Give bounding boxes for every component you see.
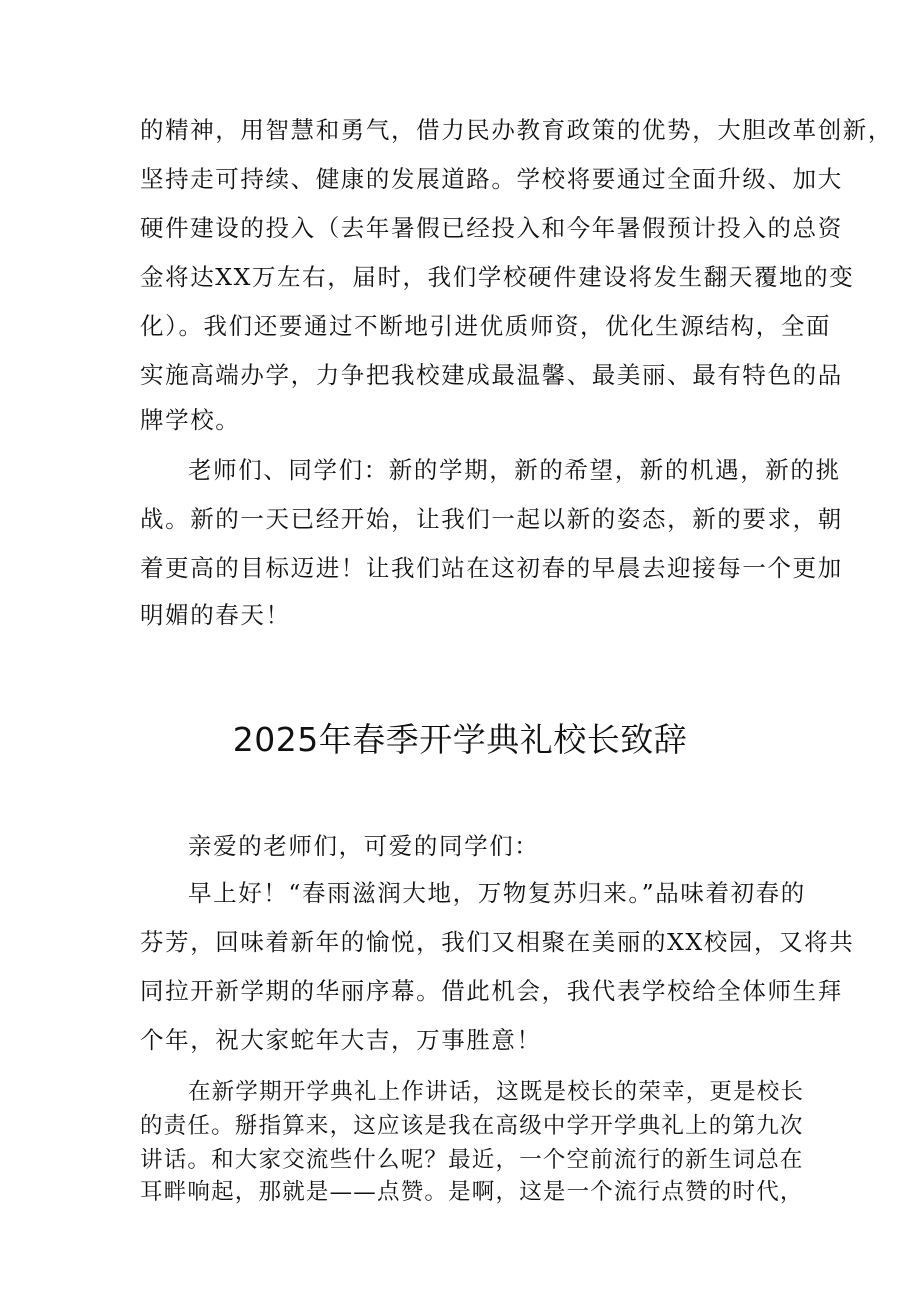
text-line: 个年，祝大家蛇年大吉，万事胜意！	[140, 1026, 542, 1054]
text-line: 明媚的春天！	[140, 601, 291, 629]
text-line: 早上好！“春雨滋润大地，万物复苏归来。”品味着初春的	[188, 879, 806, 907]
text-line: 战。新的一天已经开始，让我们一起以新的姿态，新的要求，朝	[140, 505, 843, 533]
text-line: 讲话。和大家交流些什么呢？最近，一个空前流行的新生词总在	[140, 1147, 804, 1173]
text-line: 耳畔响起，那就是——点赞。是啊，这是一个流行点赞的时代，	[140, 1179, 804, 1205]
text-line: 的精神，用智慧和勇气，借力民办教育政策的优势，大胆改革创新，	[140, 116, 893, 144]
text-line: 牌学校。	[140, 406, 241, 434]
greeting-line: 亲爱的老师们，可爱的同学们：	[188, 832, 540, 860]
text-line: 实施高端办学，力争把我校建成最温馨、最美丽、最有特色的品	[140, 361, 843, 389]
text-line: 坚持走可持续、健康的发展道路。学校将要通过全面升级、加大	[140, 165, 843, 193]
text-line: 着更高的目标迈进！让我们站在这初春的早晨去迎接每一个更加	[140, 554, 843, 582]
page-title: 2025年春季开学典礼校长致辞	[232, 720, 688, 759]
text-line: 硬件建设的投入（去年暑假已经投入和今年暑假预计投入的总资	[140, 214, 843, 242]
text-line: 化）。我们还要通过不断地引进优质师资，优化生源结构，全面	[140, 312, 832, 340]
text-line: 老师们、同学们：新的学期，新的希望，新的机遇，新的挑	[188, 456, 841, 484]
text-line: 芬芳，回味着新年的愉悦，我们又相聚在美丽的XX校园，又将共	[140, 928, 855, 956]
text-line: 金将达XX万左右，届时，我们学校硬件建设将发生翻天覆地的变	[140, 263, 855, 291]
text-line: 在新学期开学典礼上作讲话，这既是校长的荣幸，更是校长	[188, 1079, 805, 1105]
text-line: 的责任。掰指算来，这应该是我在高级中学开学典礼上的第九次	[140, 1113, 804, 1139]
text-line: 同拉开新学期的华丽序幕。借此机会，我代表学校给全体师生拜	[140, 977, 843, 1005]
